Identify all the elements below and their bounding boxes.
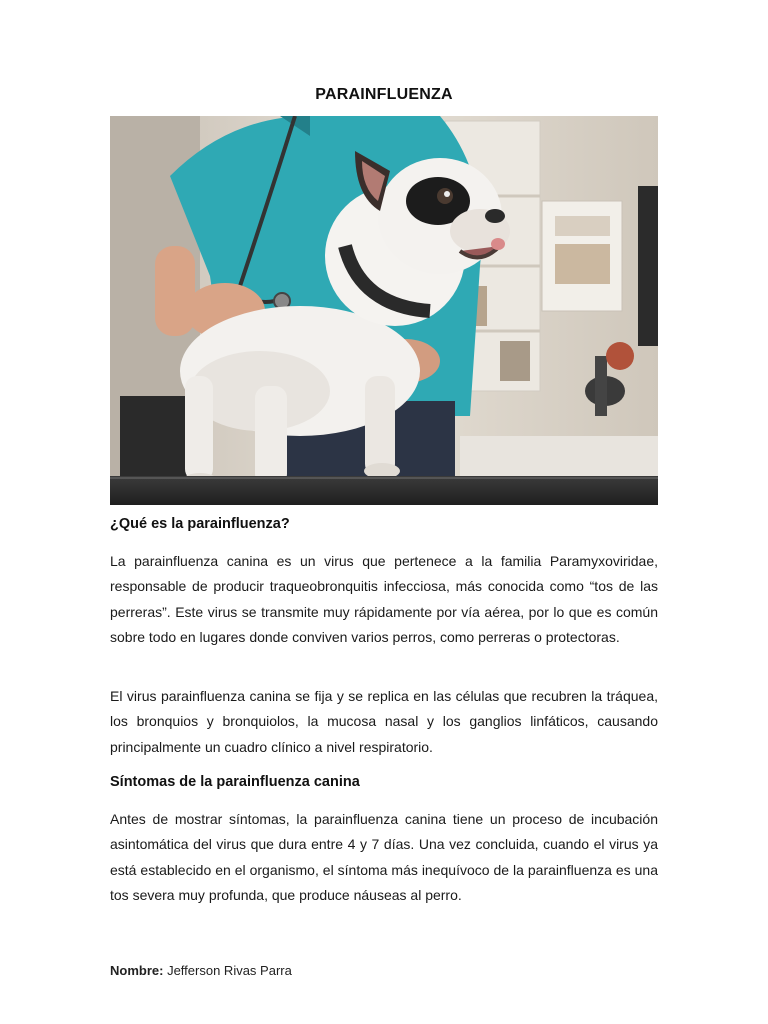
section-heading-what-is: ¿Qué es la parainfluenza? [110,516,290,532]
author-footer [110,963,292,978]
paragraph-what-is-1: La parainfluenza canina es un virus que pertenece a la familia Paramyxoviridae, responsable de producir traqueobronquitis infecciosa, más conocida como “tos de las perreras”. Este virus se transmite muy rápidamente por vía aérea, por lo que es común sobre todo en lugares donde conviven varios perros, como perreras o protectoras. [110,553,658,645]
paragraph-what-is-2: El virus parainfluenza canina se fija y se replica en las células que recubren la tráquea, los bronquios y bronquiolos, la mucosa nasal y los ganglios linfáticos, causando principalmente un cuadro clínico a nivel respiratorio. [110,688,658,755]
paragraph-symptoms-1: Antes de mostrar síntomas, la parainfluenza canina tiene un proceso de incubación asintomática del virus que dura entre 4 y 7 días. Una vez concluida, cuando el virus ya está establecido en el organismo, el síntoma más inequívoco de la parainfluenza es una tos severa muy profunda, que produce náuseas al perro. [110,811,658,903]
veterinarian-dog-photo [110,116,658,505]
author-name: Jefferson Rivas Parra [167,963,292,978]
section-heading-symptoms: Síntomas de la parainfluenza canina [110,774,360,790]
page-title: PARAINFLUENZA [315,86,453,103]
author-label: Nombre: [110,963,164,978]
